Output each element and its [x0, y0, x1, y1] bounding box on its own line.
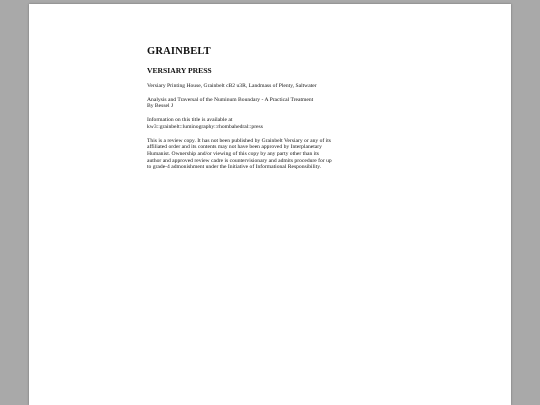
info-block [147, 117, 407, 130]
page-content [147, 46, 407, 178]
publisher-line [147, 83, 407, 90]
notice-line: This is a review copy. It has not been published by Grainbelt Versiary or any of its [147, 137, 331, 144]
info-line: Information on this title is available at [147, 117, 233, 124]
notice-line: affiliated order and its contents may not have been approved by Interplanetary [147, 144, 322, 151]
review-notice [147, 138, 407, 172]
notice-line: Humanist. Ownership and/or viewing of this copy by any party other than its [147, 150, 319, 157]
work-info [147, 97, 407, 110]
publisher-text: Versiary Printing House, Grainbelt cB2 u3R, Landmass of Plenty, Saltwater [147, 83, 317, 89]
info-address: kw3::grainbelt::luminography::rhombahedral::press [147, 123, 263, 130]
notice-line: author and approved review cadre is countervisionary and admits procedure for up [147, 157, 332, 164]
document-page [29, 4, 511, 405]
work-author: By Bessel J [147, 103, 174, 110]
document-subtitle: VERSIARY PRESS [147, 66, 212, 75]
work-title: Analysis and Traversal of the Numinum Boundary - A Practical Treatment [147, 96, 314, 103]
document-title: GRAINBELT [147, 46, 211, 57]
notice-line: to grade-4 admonishment under the Initiative of Informational Responsibility. [147, 164, 322, 171]
